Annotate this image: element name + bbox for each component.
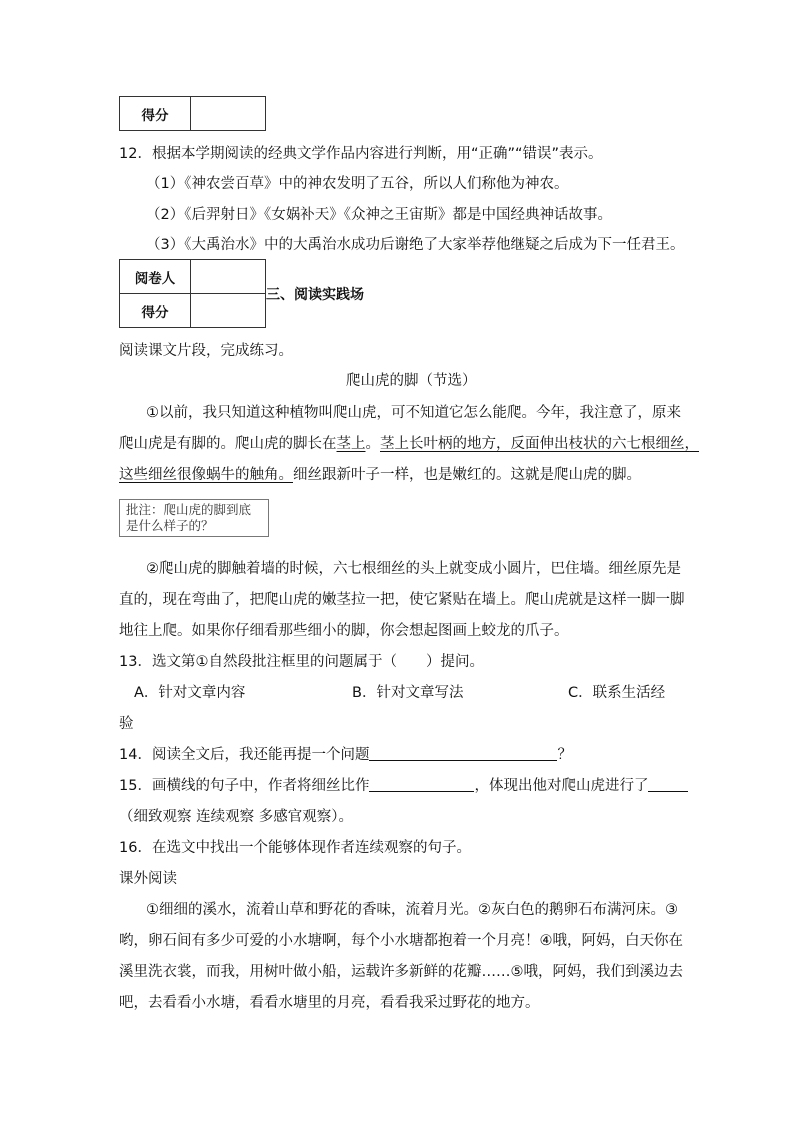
q15-answer-blank-2[interactable] — [648, 777, 688, 792]
passage-p2-line1: ②爬山虎的脚触着墙的时候，六七根细丝的头上就变成小圆片，巴住墙。细丝原先是 — [146, 561, 681, 577]
q13-stem: 13．选文第①自然段批注框里的问题属于（ ）提问。 — [119, 654, 484, 670]
extra-line1: ①细细的溪水，流着山草和野花的香味，流着月光。②灰白色的鹅卵石布满河床。③ — [146, 902, 678, 918]
section-title: 三、阅读实践场 — [266, 287, 364, 303]
underlined-text: 茎上 — [336, 436, 366, 452]
q12-stem: 12．根据本学期阅读的经典文学作品内容进行判断，用“正确”“错误”表示。 — [119, 146, 603, 162]
passage-title: 爬山虎的脚（节选） — [346, 373, 477, 389]
score-blank-cell[interactable] — [191, 97, 266, 131]
passage-p1-line2 — [119, 432, 699, 453]
extra-line2: 哟，卵石间有多少可爱的小水塘啊，每个小水塘都抱着一个月亮！④哦，阿妈，白天你在 — [119, 933, 683, 949]
q12-item-3: （3）《大禹治水》中的大禹治水成功后谢绝了大家举荐他继疑之后成为下一任君王。 — [146, 237, 685, 253]
q15-stem-b: ，体现出他对爬山虎进行了 — [474, 778, 649, 794]
q14-stem: 14．阅读全文后，我还能再提一个问题 — [119, 747, 370, 763]
extra-line3: 溪里洗衣裳，而我，用树叶做小船，运载许多新鲜的花瓣……⑤哦，阿妈，我们到溪边去 — [119, 964, 683, 980]
underlined-sentence: 这些细丝很像蜗牛的触角。 — [119, 467, 293, 483]
p1-text: 细丝跟新叶子一样，也是嫩红的。这就是爬山虎的脚。 — [293, 467, 641, 483]
reviewer-label: 阅卷人 — [120, 260, 191, 294]
underlined-sentence: 茎上长叶柄的地方，反面伸出枝状的六七根细丝， — [380, 436, 699, 452]
q13-option-a[interactable]: A．针对文章内容 — [134, 685, 246, 701]
q13-option-c[interactable]: C．联系生活经 — [568, 685, 666, 701]
score-table-top — [119, 96, 266, 131]
extra-reading-title: 课外阅读 — [119, 871, 177, 887]
q14-answer-blank[interactable] — [369, 746, 557, 761]
q15-options: （细致观察 连续观察 多感官观察）。 — [119, 809, 353, 825]
reviewer-blank-cell[interactable] — [191, 260, 266, 294]
q15 — [119, 774, 688, 795]
q13-option-b[interactable]: B．针对文章写法 — [352, 685, 464, 701]
p1-text: 爬山虎是有脚的。爬山虎的脚长在 — [119, 436, 337, 452]
passage-p1-line1: ①以前，我只知道这种植物叫爬山虎，可不知道它怎么能爬。今年，我注意了，原来 — [146, 405, 681, 421]
score-blank-cell[interactable] — [191, 294, 266, 328]
extra-line4: 吧，去看看小水塘，看看水塘里的月亮，看看我采过野花的地方。 — [119, 995, 540, 1011]
q12-item-2: （2）《后羿射日》《女娲补天》《众神之王宙斯》都是中国经典神话故事。 — [146, 207, 612, 223]
q12-item-1: （1）《神农尝百草》中的神农发明了五谷，所以人们称他为神农。 — [146, 176, 569, 192]
q16-stem: 16．在选文中找出一个能够体现作者连续观察的句子。 — [119, 840, 471, 856]
passage-p2-line2: 直的，现在弯曲了，把爬山虎的嫩茎拉一把，使它紧贴在墙上。爬山虎就是这样一脚一脚 — [119, 592, 685, 608]
score-label: 得分 — [120, 97, 191, 131]
score-label: 得分 — [120, 294, 191, 328]
q13-option-c-cont: 验 — [119, 716, 134, 732]
passage-intro: 阅读课文片段，完成练习。 — [119, 343, 293, 359]
passage-p1-line3 — [119, 463, 641, 484]
q15-stem-a: 15．画横线的句子中，作者将细丝比作 — [119, 778, 370, 794]
passage-p2-line3: 地往上爬。如果你仔细看那些细小的脚，你会想起图画上蛟龙的爪子。 — [119, 623, 569, 639]
q14-tail: ？ — [557, 747, 572, 763]
p1-text: 。 — [365, 436, 380, 452]
q15-answer-blank-1[interactable] — [369, 777, 474, 792]
score-table-section3 — [119, 259, 266, 328]
annotation-box: 批注：爬山虎的脚到底是什么样子的？ — [119, 499, 269, 537]
q14 — [119, 743, 572, 764]
